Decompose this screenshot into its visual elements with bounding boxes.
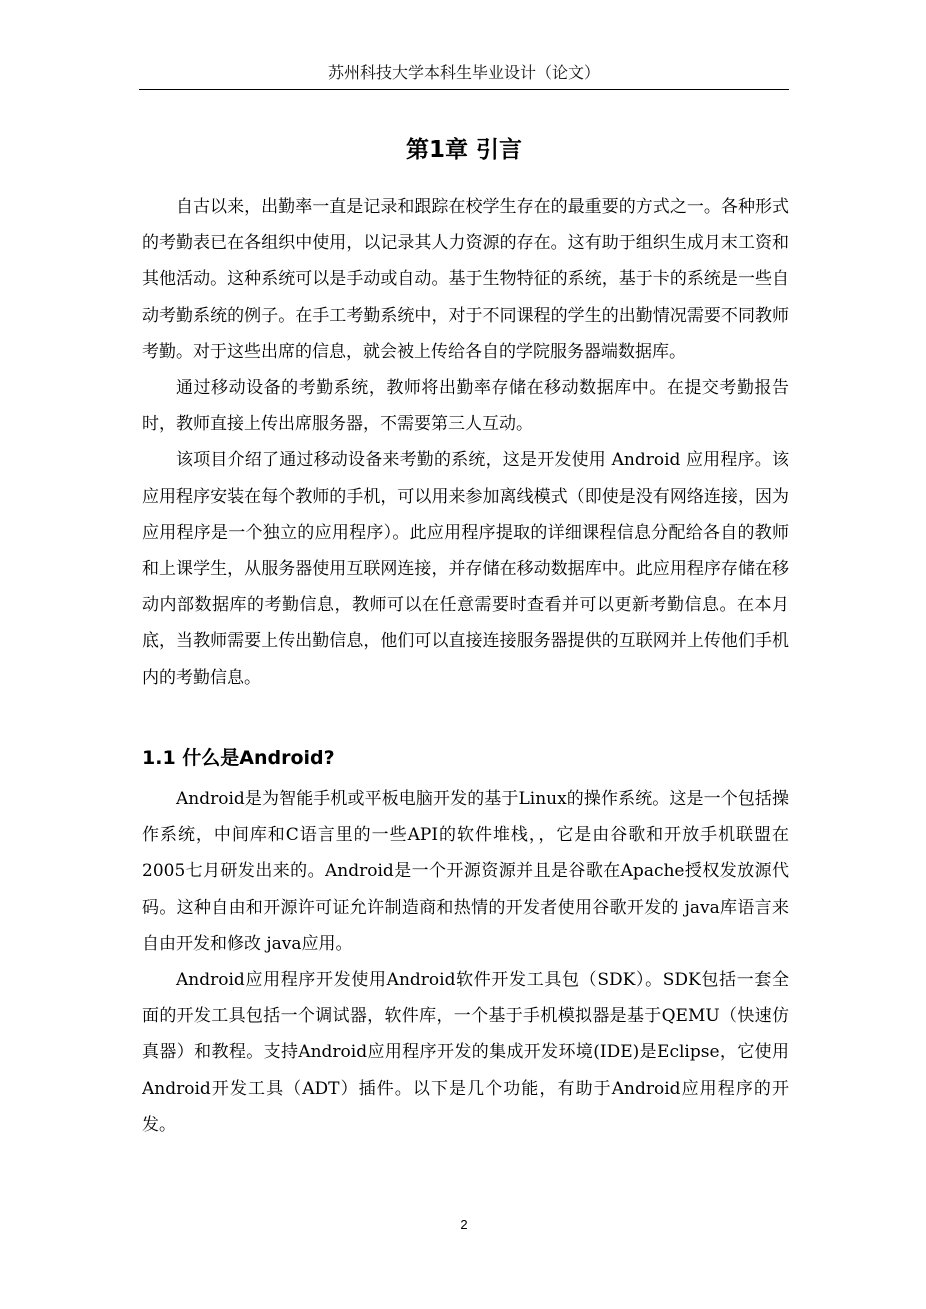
intro-paragraph-2: 通过移动设备的考勤系统，教师将出勤率存储在移动数据库中。在提交考勤报告时，教师直接上传出席服务器，不需要第三人互动。	[142, 378, 789, 435]
intro-paragraph-3: 该项目介绍了通过移动设备来考勤的系统，这是开发使用 Android 应用程序。该应用程序安装在每个教师的手机，可以用来参加离线模式（即使是没有网络连接，因为应用程序是一个独立的应用程序）。此应用程序提取的详细课程信息分配给各自的教师和上课学生，从服务器使用互联网连接，并存储在移动数据库中。此应用程序存储在移动内部数据库的考勤信息，教师可以在任意需要时查看并可以更新考勤信息。在本月底，当教师需要上传出勤信息，他们可以直接连接服务器提供的互联网并上传他们手机内的考勤信息。	[142, 450, 789, 688]
intro-section	[142, 189, 789, 696]
android-section	[142, 781, 789, 1143]
section-heading: 1.1 什么是Android?	[142, 747, 335, 769]
page-number: 2	[460, 1217, 468, 1232]
header-divider	[139, 89, 789, 90]
intro-paragraph-1: 自古以来，出勤率一直是记录和跟踪在校学生存在的最重要的方式之一。各种形式的考勤表已在各组织中使用，以记录其人力资源的存在。这有助于组织生成月末工资和其他活动。这种系统可以是手动或自动。基于生物特征的系统，基于卡的系统是一些自动考勤系统的例子。在手工考勤系统中，对于不同课程的学生的出勤情况需要不同教师考勤。对于这些出席的信息，就会被上传给各自的学院服务器端数据库。	[142, 197, 789, 362]
section-paragraph-2: Android应用程序开发使用Android软件开发工具包（SDK）。SDK包括一套全面的开发工具包括一个调试器，软件库，一个基于手机模拟器是基于QEMU（快速仿真器）和教程。支持Android应用程序开发的集成开发环境(IDE)是Eclipse，它使用Android开发工具（ADT）插件。以下是几个功能，有助于Android应用程序的开发。	[142, 970, 789, 1135]
section-paragraph-1: Android是为智能手机或平板电脑开发的基于Linux的操作系统。这是一个包括操作系统，中间库和C语言里的一些API的软件堆栈，，它是由谷歌和开放手机联盟在2005七月研发出来的。Android是一个开源资源并且是谷歌在Apache授权发放源代码。这种自由和开源许可证允许制造商和热情的开发者使用谷歌开发的 java库语言来自由开发和修改 java应用。	[142, 789, 789, 954]
chapter-title: 第1章 引言	[405, 137, 522, 163]
running-header: 苏州科技大学本科生毕业设计（论文）	[327, 63, 600, 82]
